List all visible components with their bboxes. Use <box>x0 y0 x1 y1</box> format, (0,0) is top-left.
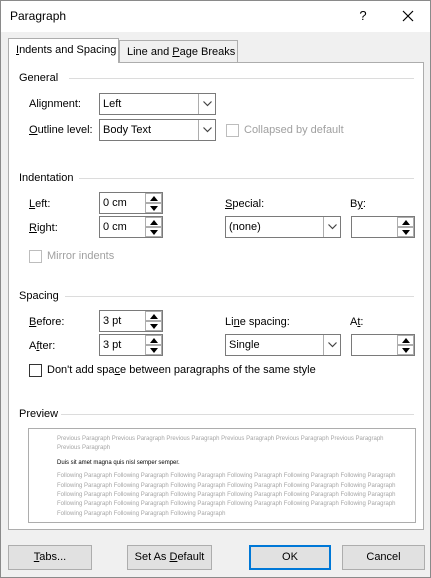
space-before-increment-button[interactable] <box>145 311 162 321</box>
outline-level-value: Body Text <box>103 124 152 136</box>
title-bar <box>1 1 430 32</box>
space-before-decrement-button[interactable] <box>145 321 162 331</box>
special-label: Special: <box>225 198 265 210</box>
set-as-default-button[interactable] <box>127 545 212 570</box>
alignment-label: Alignment: <box>29 98 81 110</box>
arrow-up-icon <box>150 196 158 201</box>
right-indent-value: 0 cm <box>103 221 127 233</box>
arrow-up-icon <box>150 314 158 319</box>
cancel-button-label: Cancel <box>366 551 401 563</box>
at-decrement-button[interactable] <box>397 345 414 355</box>
alignment-dropdown-button[interactable] <box>198 94 215 114</box>
space-after-increment-button[interactable] <box>145 335 162 345</box>
line-spacing-dropdown-button[interactable] <box>323 335 340 355</box>
arrow-down-icon <box>402 348 410 353</box>
space-before-spinner[interactable] <box>99 310 163 332</box>
close-icon <box>402 10 414 22</box>
tab-indents-and-spacing-label: Indents and Spacing <box>16 44 117 56</box>
general-group-title: General <box>19 72 61 84</box>
by-decrement-button[interactable] <box>397 227 414 237</box>
indentation-divider <box>79 178 414 179</box>
preview-divider <box>61 414 414 415</box>
left-indent-decrement-button[interactable] <box>145 203 162 213</box>
special-select[interactable] <box>225 216 341 238</box>
special-dropdown-button[interactable] <box>323 217 340 237</box>
tab-line-and-page-breaks[interactable] <box>119 40 238 63</box>
dont-add-space-checkbox[interactable] <box>29 364 42 377</box>
collapsed-by-default-checkbox[interactable] <box>226 124 239 137</box>
preview-group-title: Preview <box>19 408 61 420</box>
outline-level-dropdown-button[interactable] <box>198 120 215 140</box>
line-spacing-value: Single <box>229 339 260 351</box>
line-spacing-label: Line spacing: <box>225 316 290 328</box>
right-indent-spinner[interactable] <box>99 216 163 238</box>
space-before-value: 3 pt <box>103 315 122 327</box>
ok-button-label: OK <box>282 551 298 563</box>
set-as-default-button-label: Set As Default <box>134 551 205 563</box>
arrow-up-icon <box>402 220 410 225</box>
left-indent-increment-button[interactable] <box>145 193 162 203</box>
space-after-decrement-button[interactable] <box>145 345 162 355</box>
right-indent-label: Right: <box>29 222 58 234</box>
mirror-indents-checkbox[interactable] <box>29 250 42 263</box>
left-indent-spinner[interactable] <box>99 192 163 214</box>
arrow-down-icon <box>150 324 158 329</box>
right-indent-increment-button[interactable] <box>145 217 162 227</box>
space-after-spinner[interactable] <box>99 334 163 356</box>
chevron-down-icon <box>203 101 212 107</box>
ok-button[interactable] <box>249 545 331 570</box>
tabs-button-label: Tabs... <box>33 551 67 563</box>
chevron-down-icon <box>328 342 337 348</box>
indentation-group-title: Indentation <box>19 172 76 184</box>
at-spinner[interactable] <box>351 334 415 356</box>
special-value: (none) <box>229 221 261 233</box>
preview-current-paragraph: Duis sit amet magna quis nisl semper semper. <box>57 459 180 466</box>
right-indent-decrement-button[interactable] <box>145 227 162 237</box>
dont-add-space-label: Don't add space between paragraphs of the same style <box>47 364 316 376</box>
cancel-button[interactable] <box>342 545 425 570</box>
arrow-down-icon <box>150 230 158 235</box>
spacing-divider <box>65 296 414 297</box>
collapsed-by-default-label: Collapsed by default <box>244 124 344 136</box>
tab-indents-and-spacing[interactable] <box>8 38 119 63</box>
help-button[interactable]: ? <box>359 8 367 23</box>
left-indent-label: Left: <box>29 198 51 210</box>
close-button[interactable] <box>397 6 419 26</box>
line-spacing-select[interactable] <box>225 334 341 356</box>
tabs-button[interactable] <box>8 545 92 570</box>
chevron-down-icon <box>203 127 212 133</box>
general-divider <box>69 78 414 79</box>
outline-level-select[interactable] <box>99 119 216 141</box>
at-increment-button[interactable] <box>397 335 414 345</box>
mirror-indents-label: Mirror indents <box>47 250 115 262</box>
space-before-label: Before: <box>29 316 65 328</box>
arrow-up-icon <box>402 338 410 343</box>
by-spinner[interactable] <box>351 216 415 238</box>
alignment-value: Left <box>103 98 122 110</box>
preview-following-paragraph: Following Paragraph Following Paragraph Following Paragraph Following Paragraph Following Paragraph Following Paragraph Following Paragraph Following Paragraph Following Paragraph Following Paragraph Following Paragraph Following Paragraph Following Paragraph Following Paragraph Following Paragraph Following Paragraph Following Paragraph Following Paragraph Following Paragraph Following Paragraph Following Paragraph Following Paragraph Following Paragraph Following Paragraph Following Paragraph Following Paragraph Following Paragraph <box>57 473 396 517</box>
arrow-up-icon <box>150 220 158 225</box>
left-indent-value: 0 cm <box>103 197 127 209</box>
preview-box <box>28 428 416 523</box>
at-label: At: <box>350 316 364 328</box>
dialog-title: Paragraph <box>10 9 67 23</box>
space-after-label: After: <box>29 340 56 352</box>
arrow-up-icon <box>150 338 158 343</box>
arrow-down-icon <box>150 206 158 211</box>
alignment-select[interactable] <box>99 93 216 115</box>
arrow-down-icon <box>150 348 158 353</box>
by-label: By: <box>350 198 366 210</box>
chevron-down-icon <box>328 224 337 230</box>
arrow-down-icon <box>402 230 410 235</box>
spacing-group-title: Spacing <box>19 290 62 302</box>
preview-previous-paragraph: Previous Paragraph Previous Paragraph Previous Paragraph Previous Paragraph Previous Paragraph Previous Paragraph Previous Paragraph <box>57 436 384 452</box>
by-increment-button[interactable] <box>397 217 414 227</box>
space-after-value: 3 pt <box>103 339 122 351</box>
outline-level-label: Outline level: <box>29 124 93 136</box>
tab-line-and-page-breaks-label: Line and Page Breaks <box>127 46 236 58</box>
